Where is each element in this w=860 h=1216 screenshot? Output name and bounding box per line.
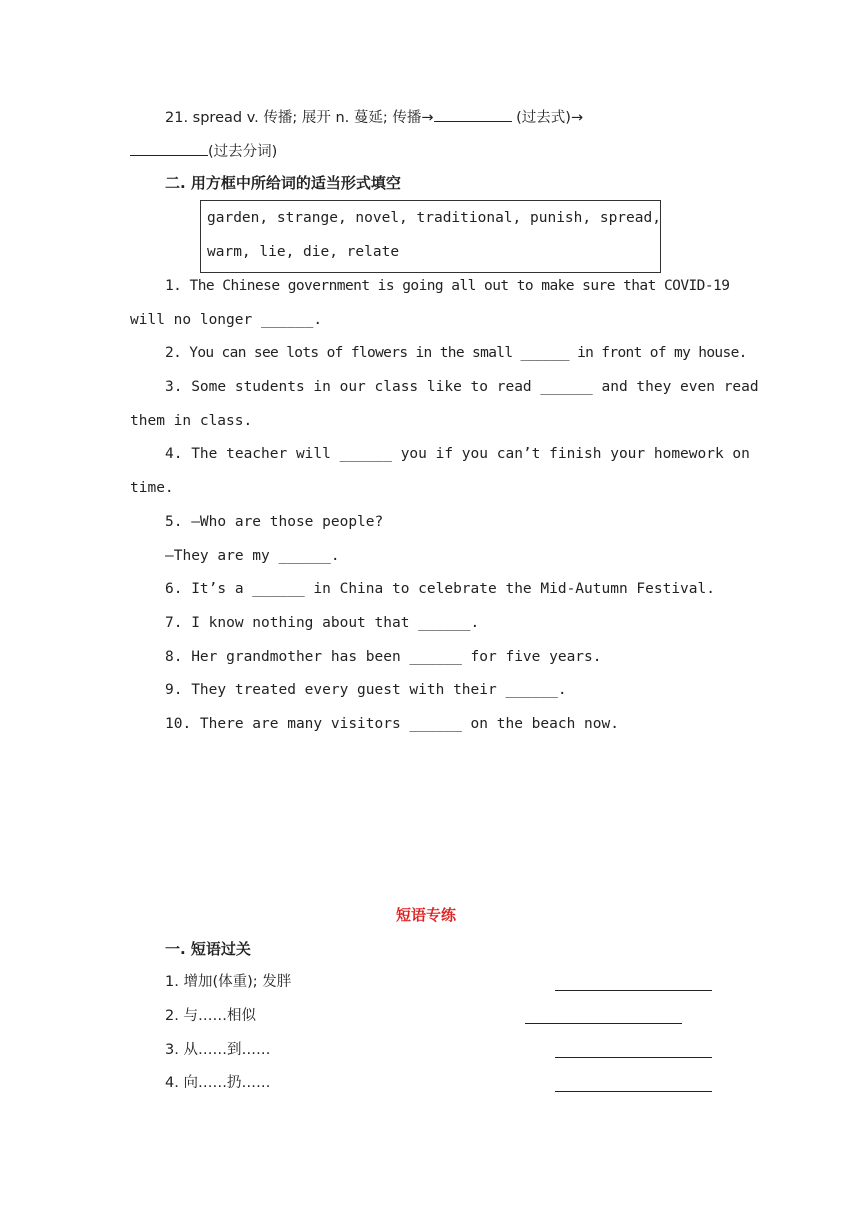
vocab-item-21-cont [130,140,277,162]
sentence-4-cont: time. [130,480,174,496]
vocab-item-21 [165,106,583,128]
sentence-6: 6. It’s a ______ in China to celebrate the Mid-Autumn Festival. [165,581,715,597]
sentence-1-cont: will no longer ______. [130,312,323,328]
vocab-item-21-text: 21. spread v. 传播; 展开 n. 蔓延; 传播→ [165,110,434,126]
sentence-8: 8. Her grandmother has been ______ for five years. [165,649,602,665]
phrase-section-heading: 一. 短语过关 [165,940,251,958]
answer-line-3[interactable] [555,1057,712,1058]
vocab-item-21-pp: (过去分词) [208,144,278,160]
sentence-4: 4. The teacher will ______ you if you can’t finish your homework on [165,446,750,462]
sentence-10: 10. There are many visitors ______ on the beach now. [165,716,619,732]
answer-blank[interactable] [434,106,512,122]
phrase-item-4: 4. 向……扔…… [165,1075,271,1091]
sentence-5: 5. —Who are those people? [165,514,384,530]
sentence-2: 2. You can see lots of flowers in the small ______ in front of my house. [165,345,747,361]
phrase-item-1: 1. 增加(体重); 发胖 [165,974,292,990]
phrase-item-2: 2. 与……相似 [165,1008,256,1024]
vocab-item-21-past: (过去式)→ [511,110,584,126]
answer-line-1[interactable] [555,990,712,991]
section-heading: 二. 用方框中所给词的适当形式填空 [165,174,401,192]
phrase-practice-title: 短语专练 [396,906,457,924]
answer-blank[interactable] [130,140,208,156]
sentence-3: 3. Some students in our class like to read ______ and they even read [165,379,759,395]
answer-line-4[interactable] [555,1091,712,1092]
sentence-1: 1. The Chinese government is going all out to make sure that COVID-19 [165,278,730,294]
word-box-line-2: warm, lie, die, relate [207,244,400,260]
word-box-line-1: garden, strange, novel, traditional, punish, spread, [207,210,661,226]
sentence-5-reply: —They are my ______. [165,548,340,564]
phrase-item-3: 3. 从……到…… [165,1042,271,1058]
sentence-3-cont: them in class. [130,413,253,429]
sentence-9: 9. They treated every guest with their ______. [165,682,567,698]
sentence-7: 7. I know nothing about that ______. [165,615,480,631]
answer-line-2[interactable] [525,1023,682,1024]
